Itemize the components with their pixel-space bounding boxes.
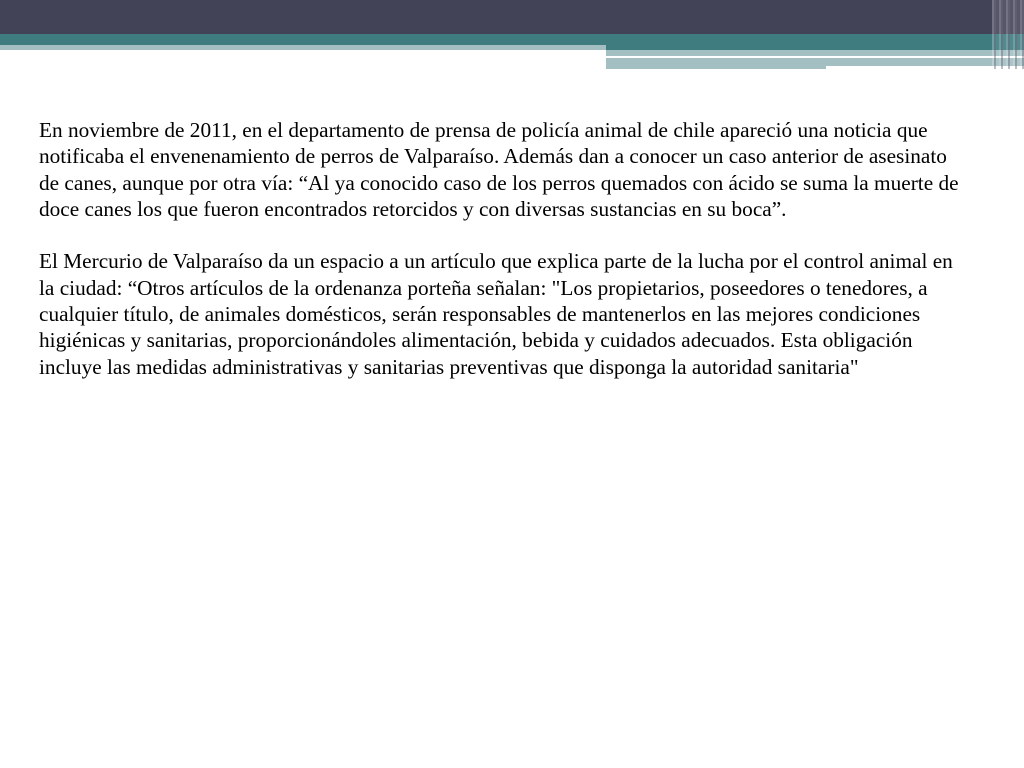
header-light-band-left [0,45,606,50]
header-white-line [606,56,948,58]
header-teal-band [0,34,1024,45]
header-vertical-stripes [992,0,1024,69]
header-light-band-right-bottom [606,66,826,69]
paragraph-2: El Mercurio de Valparaíso da un espacio a un artículo que explica parte de la lucha por el control animal en la ciudad: “Otros artículos de la ordenanza porteña señalan: "Los propietarios, poseedores o tenedores, a cualquier título, de animales domésticos, serán responsables de mantenerlos en las mejores condiciones higiénicas y sanitarias, proporcionándoles alimentación, bebida y cuidados adecuados. Esta obligación incluye las medidas administrativas y sanitarias preventivas que disponga la autoridad sanitaria" [39,249,953,379]
header-dark-band [0,0,1024,34]
header-light-band-right-lower [606,58,1024,66]
slide-body [39,117,969,406]
paragraph-1: En noviembre de 2011, en el departamento de prensa de policía animal de chile apareció una noticia que notificaba el envenenamiento de perros de Valparaíso. Además dan a conocer un caso anterior de asesinato de canes, aunque por otra vía: “Al ya conocido caso de los perros quemados con ácido se suma la muerte de doce canes los que fueron encontrados retorcidos y con diversas sustancias en su boca”. [39,118,959,221]
